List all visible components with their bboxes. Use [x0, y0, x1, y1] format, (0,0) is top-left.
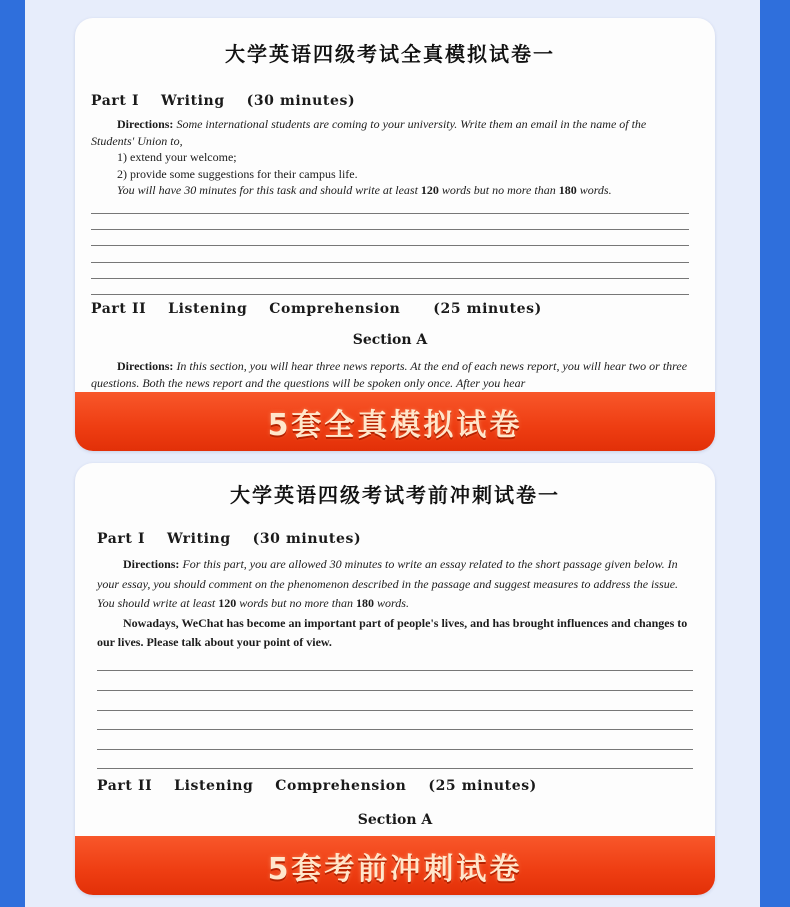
list-item: 2) provide some suggestions for their campus life.: [117, 166, 358, 181]
directions-label: Directions:: [117, 117, 174, 131]
exam-card-mock: [75, 18, 715, 451]
answer-line: [91, 229, 689, 230]
section-heading: Section A: [357, 812, 433, 828]
directions-label: Directions:: [123, 557, 180, 571]
exam-card-sprint: [75, 463, 715, 895]
section-heading: Section A: [352, 332, 428, 348]
passage-text: Nowadays, WeChat has become an important part of people's lives, and has brought influences and changes to our lives. Please talk about your point of view.: [97, 615, 688, 649]
answer-line: [97, 670, 693, 671]
answer-line: [91, 294, 689, 295]
banner-text: 5套考前冲刺试卷: [267, 851, 523, 887]
directions-text: For this part, you are allowed 30 minutes to write an essay related to the short passage given below. In your essay, you should comment on the phenomenon described in the passage and suggest measures to address the issue. You should write at least 120 words but no more than 180 words.: [97, 557, 679, 610]
exam-title: 大学英语四级考试考前冲刺试卷一: [230, 483, 560, 507]
answer-line: [97, 729, 693, 730]
answer-line: [97, 710, 693, 711]
page-background: [25, 0, 760, 907]
answer-line: [91, 262, 689, 263]
answer-line: [97, 768, 693, 769]
part-heading: Part II Listening Comprehension (25 minutes): [97, 778, 537, 794]
answer-line: [91, 278, 689, 279]
banner-text: 5套全真模拟试卷: [267, 407, 523, 443]
exam-title: 大学英语四级考试全真模拟试卷一: [225, 42, 555, 66]
promo-banner: [75, 836, 715, 895]
directions-paragraph: [91, 358, 689, 391]
directions-paragraph: [91, 116, 689, 199]
answer-line: [91, 245, 689, 246]
directions-paragraph: [97, 555, 693, 653]
word-limit-text: You will have 30 minutes for this task and should write at least 120 words but no more than 180 words.: [117, 183, 612, 197]
answer-line: [97, 690, 693, 691]
directions-text: In this section, you will hear three news reports. At the end of each news report, you will hear two or three questions. Both the news report and the questions will be spoken only once. After you hear: [91, 359, 688, 390]
directions-label: Directions:: [117, 359, 174, 373]
promo-banner: [75, 392, 715, 451]
answer-line: [91, 213, 689, 214]
part-heading: Part I Writing (30 minutes): [97, 531, 362, 547]
part-heading: Part I Writing (30 minutes): [91, 93, 356, 109]
part-heading: Part II Listening Comprehension (25 minutes): [91, 301, 542, 317]
list-item: 1) extend your welcome;: [117, 150, 237, 164]
directions-text: Some international students are coming to your university. Write them an email in the name of the Students' Union to,: [91, 117, 647, 148]
answer-line: [97, 749, 693, 750]
